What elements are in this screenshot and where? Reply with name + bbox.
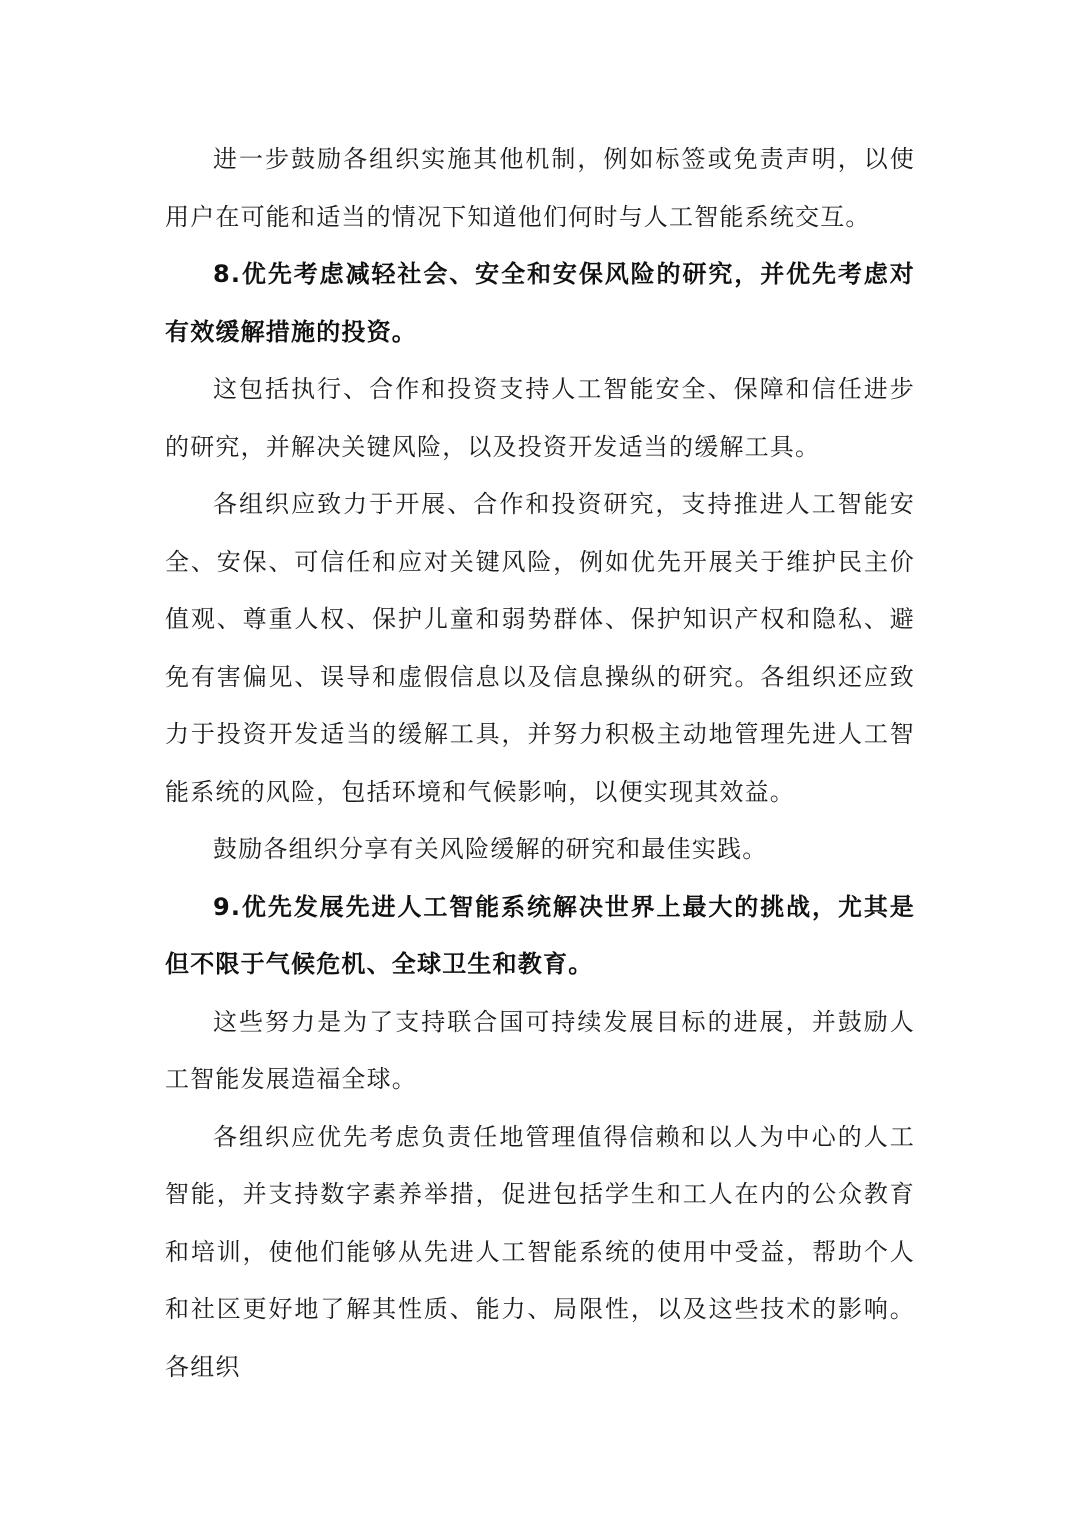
body-paragraph: 这些努力是为了支持联合国可持续发展目标的进展，并鼓励人工智能发展造福全球。 (165, 1007, 915, 1093)
document-body (165, 131, 915, 1396)
section-heading-8: 8.优先考虑减轻社会、安全和安保风险的研究，并优先考虑对有效缓解措施的投资。 (165, 260, 915, 346)
body-paragraph: 各组织应致力于开展、合作和投资研究，支持推进人工智能安全、安保、可信任和应对关键风险，例如优先开展关于维护民主价值观、尊重人权、保护儿童和弱势群体、保护知识产权和隐私、避免有害偏见、误导和虚假信息以及信息操纵的研究。各组织还应致力于投资开发适当的缓解工具，并努力积极主动地管理先进人工智能系统的风险，包括环境和气候影响，以便实现其效益。 (165, 490, 915, 806)
body-paragraph: 进一步鼓励各组织实施其他机制，例如标签或免责声明，以使用户在可能和适当的情况下知道他们何时与人工智能系统交互。 (165, 145, 915, 231)
body-paragraph: 各组织应优先考虑负责任地管理值得信赖和以人为中心的人工智能，并支持数字素养举措，促进包括学生和工人在内的公众教育和培训，使他们能够从先进人工智能系统的使用中受益，帮助个人和社区更好地了解其性质、能力、局限性，以及这些技术的影响。各组织 (165, 1122, 915, 1381)
body-paragraph: 鼓励各组织分享有关风险缓解的研究和最佳实践。 (213, 835, 768, 863)
body-paragraph: 这包括执行、合作和投资支持人工智能安全、保障和信任进步的研究，并解决关键风险，以及投资开发适当的缓解工具。 (165, 375, 915, 461)
section-heading-9: 9.优先发展先进人工智能系统解决世界上最大的挑战，尤其是但不限于气候危机、全球卫生和教育。 (165, 892, 915, 978)
